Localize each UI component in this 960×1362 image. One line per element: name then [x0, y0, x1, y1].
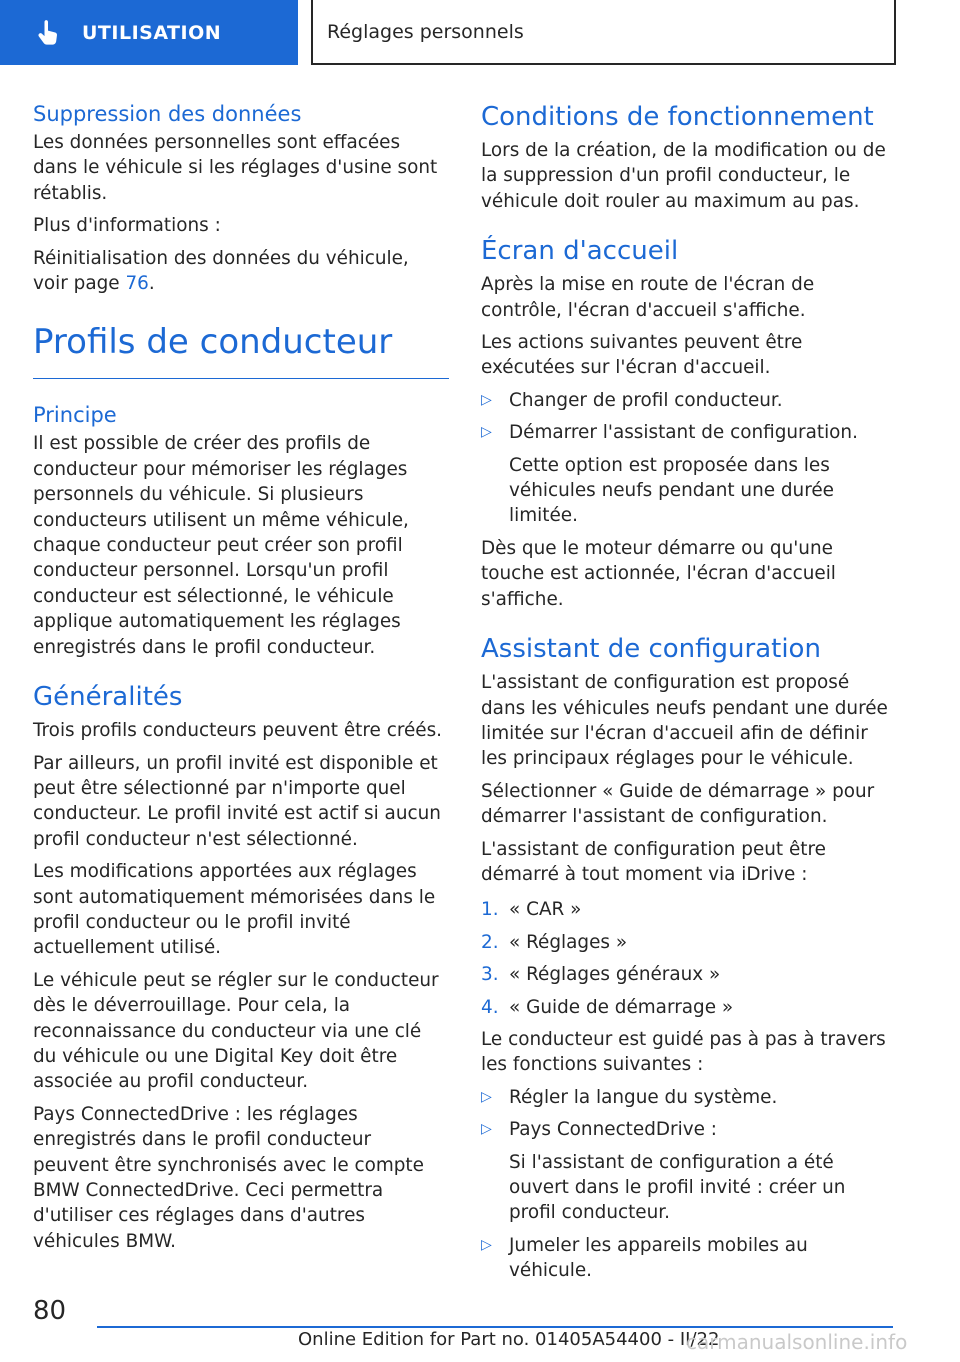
- paragraph: Par ailleurs, un profil invité est disponible et peut être sélectionné par n'importe quel conducteur. Le profil invité est actif si aucun profil conducteur n'est sélectionné.: [33, 752, 441, 850]
- list-item: 1. « CAR »: [481, 899, 582, 921]
- paragraph: Lors de la création, de la modification ou de la suppression d'un profil conducteur, le véhicule doit rouler au maximum au pas.: [481, 140, 886, 212]
- footer-divider: [97, 1326, 893, 1328]
- triangle-bullet-icon: ▷: [481, 1088, 492, 1105]
- heading-profils: Profils de conducteur: [33, 322, 449, 379]
- heading-accueil: Écran d'accueil: [481, 236, 679, 267]
- list-item: ▷ Démarrer l'assistant de configuration. Cette option est proposée dans les véhicules neufs pendant une durée limitée.: [481, 422, 858, 527]
- heading-suppression: Suppression des données: [33, 102, 302, 126]
- list-item: ▷ Changer de profil conducteur.: [481, 388, 893, 413]
- triangle-bullet-icon: ▷: [481, 1236, 492, 1253]
- paragraph: Pays ConnectedDrive : les réglages enregistrés dans le profil conducteur peuvent être synchronisés avec le compte BMW ConnectedDrive. Ceci permettra d'utiliser ces réglages dans d'autres véhicules BMW.: [33, 1103, 424, 1252]
- paragraph-with-link: Réinitialisation des données du véhicule, voir page 76.: [33, 247, 409, 295]
- list-item: 4. « Guide de démarrage »: [481, 996, 734, 1018]
- bullet-list: [481, 388, 893, 529]
- hand-pointer-icon: [34, 19, 62, 47]
- heading-assistant: Assistant de configuration: [481, 634, 821, 665]
- paragraph: Il est possible de créer des profils de conducteur pour mémoriser les réglages personnels du véhicule. Si plusieurs conducteurs utilisent un même véhicule, chaque conducteur peut créer son profil conducteur personnel. Lorsqu'un profil conducteur est sélectionné, le véhicule applique automatiquement les réglages enregistrés dans le profil conducteur.: [33, 433, 409, 658]
- paragraph: L'assistant de configuration peut être démarré à tout moment via iDrive :: [481, 838, 826, 885]
- page-number: 80: [33, 1296, 67, 1326]
- paragraph: Plus d'informations :: [33, 215, 221, 237]
- list-item: 3. « Réglages généraux »: [481, 964, 721, 986]
- list-item: ▷ Régler la langue du système.: [481, 1085, 893, 1110]
- section-tab[interactable]: [0, 0, 298, 65]
- subsection-header: [311, 0, 896, 65]
- paragraph: Les actions suivantes peuvent être exécutées sur l'écran d'accueil.: [481, 332, 803, 379]
- paragraph: Sélectionner « Guide de démarrage » pour démarrer l'assistant de configuration.: [481, 780, 875, 828]
- paragraph: Dès que le moteur démarre ou qu'une touche est actionnée, l'écran d'accueil s'affiche.: [481, 537, 836, 610]
- heading-principe: Principe: [33, 403, 117, 428]
- triangle-bullet-icon: ▷: [481, 391, 492, 408]
- list-item: 2. « Réglages »: [481, 931, 628, 953]
- paragraph: Le véhicule peut se régler sur le conducteur dès le déverrouillage. Pour cela, la reconnaissance du conducteur via une clé du véhicule ou une Digital Key doit être associée au profil conducteur.: [33, 969, 439, 1093]
- left-column: [33, 100, 449, 1261]
- paragraph: Après la mise en route de l'écran de contrôle, l'écran d'accueil s'affiche.: [481, 274, 815, 321]
- edition-text: Online Edition for Part no. 01405A54400 - II/22: [298, 1329, 720, 1350]
- numbered-list: [481, 897, 893, 1020]
- list-item: ▷ Pays ConnectedDrive : Si l'assistant de configuration a été ouvert dans le profil invité : créer un profil conducteur.: [481, 1119, 846, 1224]
- paragraph: Trois profils conducteurs peuvent être créés.: [33, 720, 443, 742]
- watermark: carmanualsonline.info: [686, 1330, 908, 1354]
- paragraph: Les modifications apportées aux réglages sont automatiquement mémorisées dans le profil conducteur ou le profil invité actuellement utilisé.: [33, 861, 436, 959]
- subsection-label: Réglages personnels: [327, 20, 524, 43]
- heading-conditions: Conditions de fonctionnement: [481, 102, 874, 132]
- section-label: UTILISATION: [82, 21, 222, 44]
- triangle-bullet-icon: ▷: [481, 1121, 492, 1138]
- page-link[interactable]: 76: [125, 273, 149, 295]
- list-item: ▷ Jumeler les appareils mobiles au véhicule.: [481, 1234, 808, 1282]
- bullet-list: [481, 1085, 893, 1284]
- paragraph: Le conducteur est guidé pas à pas à travers les fonctions suivantes :: [481, 1028, 886, 1076]
- heading-generalites: Généralités: [33, 682, 183, 713]
- paragraph: Les données personnelles sont effacées dans le véhicule si les réglages d'usine sont rétablis.: [33, 132, 438, 204]
- paragraph: L'assistant de configuration est proposé dans les véhicules neufs pendant une durée limitée sur l'écran d'accueil afin de définir les principaux réglages pour le véhicule.: [481, 672, 888, 770]
- right-column: [481, 100, 893, 1291]
- triangle-bullet-icon: ▷: [481, 424, 492, 441]
